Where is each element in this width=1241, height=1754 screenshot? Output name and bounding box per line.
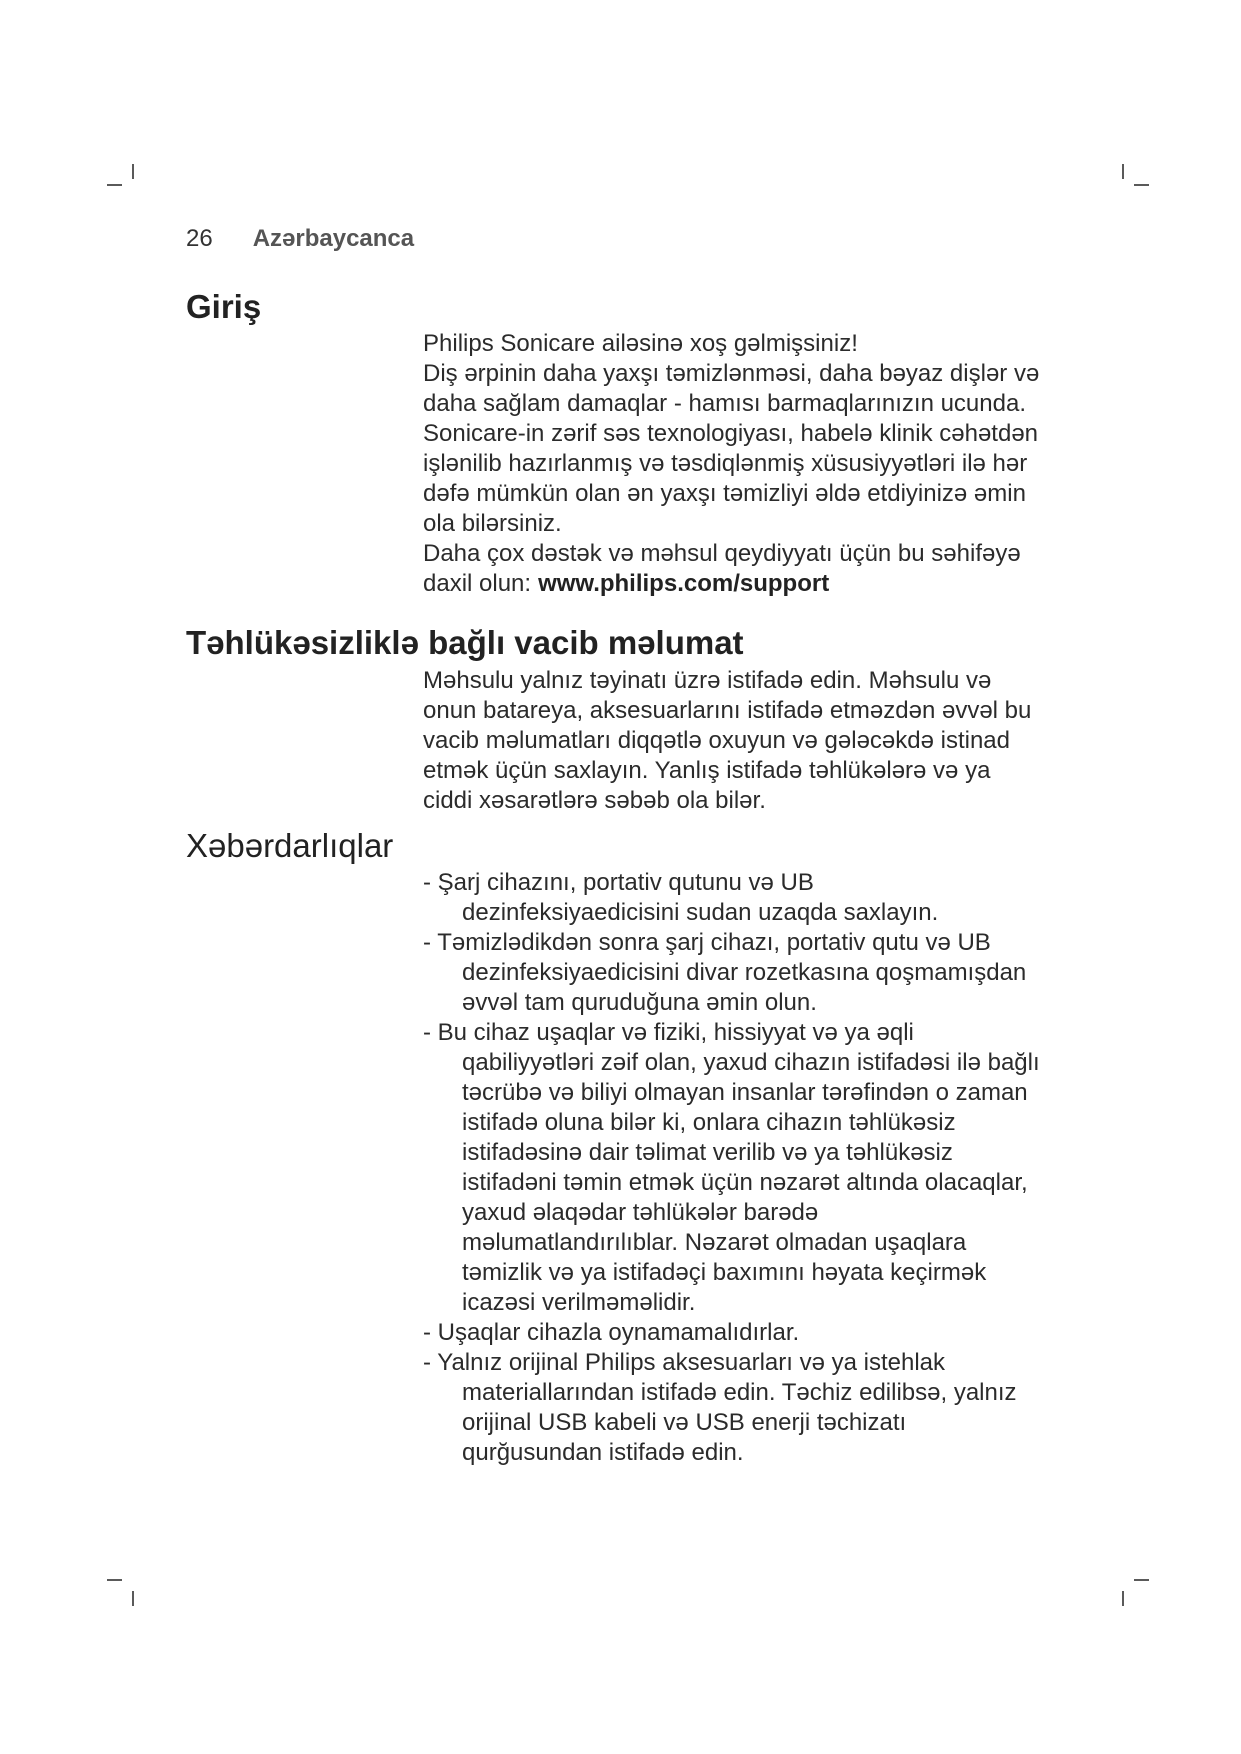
crop-mark-bottom-right-horizontal bbox=[1134, 1579, 1149, 1581]
warning-line: qabiliyyətləri zəif olan, yaxud cihazın istifadəsi ilə bağlı bbox=[462, 1049, 1040, 1076]
warning-line: istifadəsinə dair təlimat verilib və ya təhlükəsiz bbox=[462, 1139, 953, 1166]
warning-line: istifadə oluna bilər ki, onlara cihazın təhlükəsiz bbox=[462, 1109, 956, 1136]
warnings-list bbox=[423, 868, 1040, 1468]
warning-item bbox=[423, 1018, 1040, 1318]
warnings-heading: Xəbərdarlıqlar bbox=[186, 827, 394, 864]
warning-line: orijinal USB kabeli və USB enerji təchizatı bbox=[462, 1409, 907, 1436]
warning-line: - Bu cihaz uşaqlar və fiziki, hissiyyat və ya əqli bbox=[423, 1019, 914, 1046]
intro-line: dəfə mümkün olan ən yaxşı təmizliyi əldə etdiyinizə əmin bbox=[423, 480, 1026, 507]
safety-line: vacib məlumatları diqqətlə oxuyun və gələcəkdə istinad bbox=[423, 727, 1011, 754]
intro-heading: Giriş bbox=[186, 288, 262, 325]
crop-mark-top-left-vertical bbox=[132, 164, 134, 179]
warning-item bbox=[423, 868, 1040, 928]
warning-line: məlumatlandırılıblar. Nəzarət olmadan uşaqlara bbox=[462, 1229, 967, 1256]
warning-line: təcrübə və biliyi olmayan insanlar tərəfindən o zaman bbox=[462, 1079, 1028, 1106]
warning-line: istifadəni təmin etmək üçün nəzarət altında olacaqlar, bbox=[462, 1169, 1028, 1196]
intro-paragraph bbox=[423, 329, 1039, 599]
safety-line: onun batareya, aksesuarlarını istifadə etməzdən əvvəl bu bbox=[423, 697, 1032, 724]
page-number: 26 bbox=[186, 225, 213, 252]
warning-item bbox=[423, 928, 1040, 1018]
warning-line: yaxud əlaqədar təhlükələr barədə bbox=[462, 1199, 819, 1226]
intro-line: daha sağlam damaqlar - hamısı barmaqlarınızın ucunda. bbox=[423, 390, 1026, 417]
warning-line: dezinfeksiyaedicisini sudan uzaqda saxlayın. bbox=[462, 899, 939, 926]
warning-line: əvvəl tam quruduğuna əmin olun. bbox=[462, 989, 817, 1016]
warning-line: dezinfeksiyaedicisini divar rozetkasına qoşmamışdan bbox=[462, 959, 1027, 986]
safety-heading: Təhlükəsizliklə bağlı vacib məlumat bbox=[186, 624, 744, 661]
intro-line: Diş ərpinin daha yaxşı təmizlənməsi, daha bəyaz dişlər və bbox=[423, 360, 1040, 387]
safety-paragraph bbox=[423, 666, 1031, 816]
crop-mark-bottom-left-vertical bbox=[132, 1591, 134, 1606]
warning-line: qurğusundan istifadə edin. bbox=[462, 1439, 744, 1466]
safety-line: etmək üçün saxlayın. Yanlış istifadə təhlükələrə və ya bbox=[423, 757, 991, 784]
warning-line: təmizlik və ya istifadəçi baxımını həyata keçirmək bbox=[462, 1259, 987, 1286]
warning-line: icazəsi verilməməlidir. bbox=[462, 1289, 696, 1316]
section-language: Azərbaycanca bbox=[252, 225, 415, 252]
crop-mark-bottom-right-vertical bbox=[1122, 1591, 1124, 1606]
intro-line: Daha çox dəstək və məhsul qeydiyyatı üçün bu səhifəyə bbox=[423, 540, 1021, 567]
warning-line: materiallarından istifadə edin. Təchiz edilibsə, yalnız bbox=[462, 1379, 1017, 1406]
page-header bbox=[186, 224, 414, 254]
warning-item bbox=[423, 1348, 1040, 1468]
crop-mark-top-right-horizontal bbox=[1134, 184, 1149, 186]
crop-mark-top-left-horizontal bbox=[107, 184, 122, 186]
safety-line: ciddi xəsarətlərə səbəb ola bilər. bbox=[423, 787, 766, 814]
intro-line: Sonicare-in zərif səs texnologiyası, habelə klinik cəhətdən bbox=[423, 420, 1039, 447]
intro-line: ola bilərsiniz. bbox=[423, 510, 562, 537]
support-url: www.philips.com/support bbox=[538, 570, 830, 597]
warning-line: - Uşaqlar cihazla oynamamalıdırlar. bbox=[423, 1319, 800, 1346]
safety-line: Məhsulu yalnız təyinatı üzrə istifadə edin. Məhsulu və bbox=[423, 667, 992, 694]
intro-line: işlənilib hazırlanmış və təsdiqlənmiş xüsusiyyətləri ilə hər bbox=[423, 450, 1028, 477]
warning-item bbox=[423, 1318, 1040, 1348]
crop-mark-top-right-vertical bbox=[1122, 164, 1124, 179]
warning-line: - Şarj cihazını, portativ qutunu və UB bbox=[423, 869, 814, 896]
intro-line: Philips Sonicare ailəsinə xoş gəlmişsiniz! bbox=[423, 330, 858, 357]
warning-line: - Yalnız orijinal Philips aksesuarları və ya istehlak bbox=[423, 1349, 946, 1376]
crop-mark-bottom-left-horizontal bbox=[107, 1579, 122, 1581]
intro-link-prefix: daxil olun: bbox=[423, 570, 532, 597]
warning-line: - Təmizlədikdən sonra şarj cihazı, portativ qutu və UB bbox=[423, 929, 991, 956]
intro-link-line bbox=[423, 569, 1039, 599]
